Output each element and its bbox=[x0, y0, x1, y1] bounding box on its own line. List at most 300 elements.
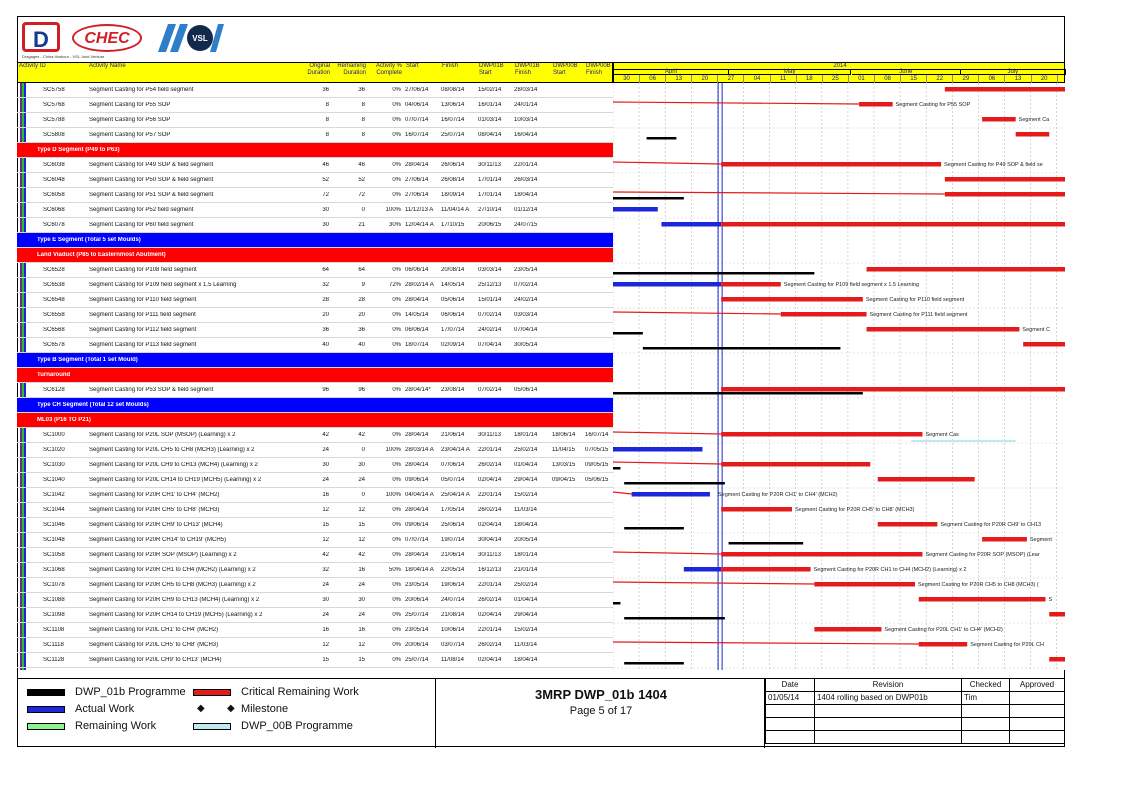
col-original-duration[interactable]: Original Duration bbox=[307, 63, 330, 76]
finish-cell: 13/06/14 bbox=[441, 102, 465, 108]
table-header bbox=[17, 62, 613, 83]
dwp01b-start-cell: 26/02/14 bbox=[478, 462, 502, 468]
table-row[interactable] bbox=[17, 443, 613, 458]
activity-name-cell: Segment Casting for P49 SOP & field segment bbox=[89, 162, 214, 168]
table-row[interactable] bbox=[17, 338, 613, 353]
activity-id-cell: SC6068 bbox=[43, 207, 65, 213]
legend-block bbox=[17, 678, 1065, 747]
legend-label: DWP_01b Programme bbox=[75, 686, 186, 698]
activity-name-cell: Segment Casting for P113 field segment bbox=[89, 342, 197, 348]
dwp00b-bar bbox=[911, 440, 1015, 442]
percent-complete-cell: 0% bbox=[392, 552, 401, 558]
finish-cell: 19/07/14 bbox=[441, 537, 465, 543]
dwp00b-start-cell: 09/04/15 bbox=[552, 477, 576, 483]
dwp01b-finish-cell: 29/04/14 bbox=[514, 612, 538, 618]
percent-complete-cell: 0% bbox=[392, 477, 401, 483]
original-duration-cell: 8 bbox=[325, 132, 329, 138]
finish-cell: 05/06/14 bbox=[441, 297, 465, 303]
baseline-bar bbox=[729, 542, 804, 545]
dwp01b-start-cell: 16/01/14 bbox=[478, 102, 502, 108]
percent-complete-cell: 0% bbox=[392, 132, 401, 138]
critical-work-bar bbox=[721, 162, 941, 167]
actual-work-bar bbox=[613, 447, 702, 452]
table-row[interactable] bbox=[17, 428, 613, 443]
group-band-label: Type D Segment (P49 to P63) bbox=[37, 147, 120, 153]
dwp00b-finish-cell: 05/06/15 bbox=[585, 477, 609, 483]
critical-work-bar bbox=[1049, 612, 1065, 617]
table-row[interactable] bbox=[17, 83, 613, 98]
dwp01b-finish-cell: 11/03/14 bbox=[514, 507, 537, 513]
finish-cell: 14/05/14 bbox=[441, 282, 465, 288]
table-row[interactable] bbox=[17, 653, 613, 668]
activity-id-cell: SC6528 bbox=[43, 267, 65, 273]
slip-link bbox=[613, 162, 721, 164]
critical-work-bar bbox=[814, 627, 881, 632]
legend-swatch bbox=[193, 689, 231, 696]
start-cell: 09/06/14 bbox=[405, 477, 429, 483]
original-duration-cell: 24 bbox=[322, 612, 329, 618]
table-row[interactable] bbox=[17, 548, 613, 563]
start-cell: 07/07/14 bbox=[405, 537, 429, 543]
dwp01b-start-cell: 22/01/14 bbox=[478, 492, 502, 498]
critical-work-bar bbox=[945, 177, 1065, 182]
activity-id-cell: SC1040 bbox=[43, 477, 65, 483]
start-cell: 23/05/14 bbox=[405, 582, 429, 588]
percent-complete-cell: 100% bbox=[385, 492, 401, 498]
col-activity-name[interactable]: Activity Name bbox=[89, 63, 126, 69]
table-row[interactable] bbox=[17, 308, 613, 323]
timescale-week: 20 bbox=[692, 75, 718, 83]
table-row[interactable] bbox=[17, 293, 613, 308]
remaining-duration-cell: 30 bbox=[358, 597, 365, 603]
start-cell: 28/04/14 bbox=[405, 297, 429, 303]
original-duration-cell: 16 bbox=[322, 492, 329, 498]
finish-cell: 06/06/14 bbox=[441, 312, 465, 318]
bar-label: Segment Casting for P20R CH5 to CH8 (MCH3) ( bbox=[918, 582, 1039, 588]
col-percent-complete[interactable]: Activity % Complete bbox=[375, 63, 402, 76]
revision-cell bbox=[765, 731, 815, 744]
table-row[interactable] bbox=[17, 638, 613, 653]
dwp01b-finish-cell: 16/04/14 bbox=[514, 132, 538, 138]
start-cell: 28/04/14* bbox=[405, 387, 431, 393]
original-duration-cell: 42 bbox=[322, 552, 329, 558]
percent-complete-cell: 0% bbox=[392, 327, 401, 333]
activity-name-cell: Segment Casting for P55 SOP bbox=[89, 102, 171, 108]
finish-cell: 26/06/14 bbox=[441, 162, 465, 168]
revision-cell bbox=[1010, 692, 1065, 705]
dwp01b-finish-cell: 28/03/14 bbox=[514, 87, 538, 93]
col-finish[interactable]: Finish bbox=[442, 63, 459, 69]
dwp01b-finish-cell: 29/04/14 bbox=[514, 477, 538, 483]
table-row[interactable] bbox=[17, 533, 613, 548]
remaining-duration-cell: 16 bbox=[358, 567, 365, 573]
original-duration-cell: 28 bbox=[322, 297, 329, 303]
col-dwp01b-finish[interactable]: DWP01B Finish bbox=[515, 63, 540, 76]
percent-complete-cell: 0% bbox=[392, 102, 401, 108]
col-start[interactable]: Start bbox=[406, 63, 419, 69]
finish-cell: 23/08/14 bbox=[441, 387, 465, 393]
finish-cell: 23/04/14 A bbox=[441, 447, 470, 453]
remaining-duration-cell: 12 bbox=[358, 642, 365, 648]
critical-work-bar bbox=[721, 462, 870, 467]
table-row[interactable] bbox=[17, 608, 613, 623]
activity-id-cell: SC6578 bbox=[43, 342, 65, 348]
activity-name-cell: Segment Casting for P20L CH5 to CH8 (MCH3) (Learning) x 2 bbox=[89, 447, 255, 453]
dwp01b-start-cell: 26/02/14 bbox=[478, 597, 502, 603]
dwp01b-start-cell: 02/04/14 bbox=[478, 612, 502, 618]
critical-work-bar bbox=[982, 117, 1016, 122]
baseline-bar bbox=[647, 137, 677, 140]
activity-id-cell: SC6038 bbox=[43, 162, 65, 168]
dwp01b-finish-cell: 25/02/14 bbox=[514, 582, 538, 588]
revision-cell bbox=[815, 705, 962, 718]
table-row[interactable] bbox=[17, 503, 613, 518]
group-band-row[interactable] bbox=[17, 248, 613, 263]
activity-id-cell: SC6078 bbox=[43, 222, 65, 228]
original-duration-cell: 42 bbox=[322, 432, 329, 438]
activity-id-cell: SC1088 bbox=[43, 597, 65, 603]
critical-work-bar bbox=[1023, 342, 1065, 347]
vsl-logo bbox=[154, 22, 224, 54]
gantt-canvas bbox=[613, 83, 1065, 670]
col-activity-id[interactable]: Activity ID bbox=[19, 63, 46, 69]
table-row[interactable] bbox=[17, 128, 613, 143]
legend-label: Milestone bbox=[241, 703, 289, 715]
group-band-label: Turnaround bbox=[37, 372, 71, 378]
start-cell: 04/04/14 A bbox=[405, 492, 434, 498]
table-row[interactable] bbox=[17, 623, 613, 638]
group-band-row[interactable] bbox=[17, 413, 613, 428]
activity-id-cell: SC1042 bbox=[43, 492, 65, 498]
dwp00b-finish-cell: 16/07/14 bbox=[585, 432, 609, 438]
remaining-duration-cell: 0 bbox=[361, 207, 365, 213]
finish-cell: 02/09/14 bbox=[441, 342, 465, 348]
dwp01b-start-cell: 07/02/14 bbox=[478, 387, 502, 393]
legend-label: Critical Remaining Work bbox=[241, 686, 359, 698]
legend-swatch bbox=[27, 706, 65, 713]
activity-id-cell: SC6048 bbox=[43, 177, 65, 183]
activity-id-cell: SC5758 bbox=[43, 87, 65, 93]
activity-name-cell: Segment Casting for P112 field segment bbox=[89, 327, 197, 333]
original-duration-cell: 96 bbox=[322, 387, 329, 393]
revision-header: Approved bbox=[1010, 679, 1065, 692]
group-band-label: Type E Segment (Total 5 set Moulds) bbox=[37, 237, 141, 243]
activity-id-cell: SC5768 bbox=[43, 102, 65, 108]
remaining-duration-cell: 52 bbox=[358, 177, 365, 183]
dwp01b-finish-cell: 20/05/14 bbox=[514, 537, 538, 543]
activity-name-cell: Segment Casting for P54 field segment bbox=[89, 87, 194, 93]
start-cell: 23/05/14 bbox=[405, 627, 429, 633]
baseline-bar bbox=[613, 467, 620, 470]
baseline-bar bbox=[624, 662, 684, 665]
activity-name-cell: Segment Casting for P109 field segment x 1.5 Learning bbox=[89, 282, 237, 288]
finish-cell: 21/06/14 bbox=[441, 552, 465, 558]
slip-link bbox=[613, 582, 814, 584]
dwp01b-start-cell: 07/04/14 bbox=[478, 342, 502, 348]
remaining-duration-cell: 15 bbox=[358, 657, 365, 663]
remaining-duration-cell: 8 bbox=[361, 102, 365, 108]
critical-work-bar bbox=[721, 282, 781, 287]
original-duration-cell: 12 bbox=[322, 642, 329, 648]
timescale-week: 29 bbox=[953, 75, 979, 83]
dwp01b-start-cell: 30/11/13 bbox=[478, 432, 501, 438]
finish-cell: 11/04/14 A bbox=[441, 207, 470, 213]
group-band-row[interactable] bbox=[17, 368, 613, 383]
dwp01b-finish-cell: 18/04/14 bbox=[514, 522, 538, 528]
revision-table bbox=[765, 679, 1065, 748]
timescale-year: 2014 bbox=[614, 63, 1066, 70]
activity-id-cell: SC6058 bbox=[43, 192, 65, 198]
baseline-bar bbox=[613, 332, 643, 335]
baseline-bar bbox=[613, 602, 620, 605]
critical-work-bar bbox=[867, 327, 1020, 332]
start-cell: 27/06/14 bbox=[405, 177, 429, 183]
percent-complete-cell: 50% bbox=[388, 567, 401, 573]
start-cell: 09/06/14 bbox=[405, 522, 429, 528]
percent-complete-cell: 0% bbox=[392, 342, 401, 348]
table-row[interactable] bbox=[17, 158, 613, 173]
finish-cell: 17/07/14 bbox=[441, 327, 465, 333]
revision-cell bbox=[1010, 705, 1065, 718]
svg-text:VSL: VSL bbox=[192, 34, 208, 43]
group-band-row[interactable] bbox=[17, 233, 613, 248]
finish-cell: 17/10/15 bbox=[441, 222, 465, 228]
critical-work-bar bbox=[721, 567, 810, 572]
activity-id-cell: SC1030 bbox=[43, 462, 65, 468]
bar-label: Segment Casting for P20R CH1' to CH4' (MCH2) bbox=[718, 492, 838, 498]
activity-name-cell: Segment Casting for P20L CH9' to CH13' (MCH4) bbox=[89, 657, 222, 663]
milestone-legend-icon: ◆ bbox=[197, 703, 205, 714]
col-dwp01b-start[interactable]: DWP01B Start bbox=[479, 63, 504, 76]
table-row[interactable] bbox=[17, 173, 613, 188]
start-cell: 06/06/14 bbox=[405, 327, 429, 333]
activity-name-cell: Segment Casting for P20L CH1' to CH4' (MCH2) bbox=[89, 627, 219, 633]
table-row[interactable] bbox=[17, 563, 613, 578]
table-row[interactable] bbox=[17, 458, 613, 473]
dwp00b-start-cell: 13/03/15 bbox=[552, 462, 576, 468]
dwp01b-start-cell: 30/04/14 bbox=[478, 537, 502, 543]
timescale-week: 25 bbox=[823, 75, 849, 83]
activity-name-cell: Segment Casting for P20L CH14 to CH19 (MCH5) (Learning) x 2 bbox=[89, 477, 262, 483]
activity-name-cell: Segment Casting for P60 field segment bbox=[89, 222, 194, 228]
timescale-week: 01 bbox=[849, 75, 875, 83]
legend-swatch bbox=[27, 723, 65, 730]
bar-label: S bbox=[1048, 597, 1053, 603]
percent-complete-cell: 0% bbox=[392, 117, 401, 123]
activity-name-cell: Segment Casting for P20L CH9 to CH13 (MCH4) (Learning) x 2 bbox=[89, 462, 258, 468]
baseline-bar bbox=[613, 272, 814, 275]
original-duration-cell: 30 bbox=[322, 222, 329, 228]
start-cell: 06/06/14 bbox=[405, 267, 429, 273]
table-row[interactable] bbox=[17, 323, 613, 338]
group-band-label: Type CH Segment (Total 12 set Moulds) bbox=[37, 402, 149, 408]
start-cell: 16/07/14 bbox=[405, 132, 429, 138]
activity-name-cell: Segment Casting for P20R SOP (MSOP) (Learning) x 2 bbox=[89, 552, 237, 558]
baseline-bar bbox=[613, 197, 684, 200]
critical-work-bar bbox=[721, 387, 1065, 392]
activity-id-cell: SC1058 bbox=[43, 552, 65, 558]
bar-label: Segment Casting for P20R CH1 to CH4 (MCH2) (Learning) x 2 bbox=[813, 567, 967, 573]
dwp01b-start-cell: 30/11/13 bbox=[478, 552, 501, 558]
timescale-month: June bbox=[852, 69, 962, 75]
group-band-row[interactable] bbox=[17, 143, 613, 158]
dwp01b-finish-cell: 21/01/14 bbox=[514, 567, 538, 573]
activity-id-cell: SC1128 bbox=[43, 657, 65, 663]
remaining-duration-cell: 64 bbox=[358, 267, 365, 273]
revision-header: Revision bbox=[815, 679, 962, 692]
percent-complete-cell: 0% bbox=[392, 462, 401, 468]
percent-complete-cell: 0% bbox=[392, 642, 401, 648]
logo-caption: Dragages - China Harbour - VSL Joint Venture bbox=[22, 54, 105, 59]
revision-cell: Tim bbox=[962, 692, 1010, 705]
dwp01b-finish-cell: 18/04/14 bbox=[514, 192, 538, 198]
bar-label: Segment bbox=[1029, 537, 1052, 543]
activity-id-cell: SC6128 bbox=[43, 387, 65, 393]
original-duration-cell: 40 bbox=[322, 342, 329, 348]
remaining-duration-cell: 36 bbox=[358, 87, 365, 93]
table-row[interactable] bbox=[17, 278, 613, 293]
remaining-duration-cell: 8 bbox=[361, 117, 365, 123]
table-row[interactable] bbox=[17, 218, 613, 233]
remaining-duration-cell: 20 bbox=[358, 312, 365, 318]
percent-complete-cell: 72% bbox=[388, 282, 401, 288]
dwp01b-finish-cell: 18/04/14 bbox=[514, 657, 538, 663]
revision-cell bbox=[765, 705, 815, 718]
start-cell: 28/04/14 bbox=[405, 432, 429, 438]
revision-cell bbox=[1010, 718, 1065, 731]
start-cell: 25/07/14 bbox=[405, 612, 429, 618]
activity-id-cell: SC1048 bbox=[43, 537, 65, 543]
activity-name-cell: Segment Casting for P57 SOP bbox=[89, 132, 171, 138]
percent-complete-cell: 0% bbox=[392, 267, 401, 273]
table-row[interactable] bbox=[17, 578, 613, 593]
activity-name-cell: Segment Casting for P20R CH9' to CH13' (MCH4) bbox=[89, 522, 223, 528]
bar-label: Segment Ca bbox=[1018, 117, 1050, 123]
table-row[interactable] bbox=[17, 188, 613, 203]
timescale-week: 13 bbox=[1006, 75, 1032, 83]
legend-swatch bbox=[27, 689, 65, 696]
start-cell: 28/03/14 A bbox=[405, 447, 434, 453]
timescale-week: 20 bbox=[1032, 75, 1058, 83]
start-cell: 18/07/14 bbox=[405, 342, 429, 348]
table-row[interactable] bbox=[17, 113, 613, 128]
table-row[interactable] bbox=[17, 473, 613, 488]
activity-id-cell: SC1098 bbox=[43, 612, 65, 618]
legend-label: Actual Work bbox=[75, 703, 135, 715]
revision-cell bbox=[962, 718, 1010, 731]
bar-label: Segment Casting for P20L CH1' to CH4' (MCH2) bbox=[884, 627, 1003, 633]
dwp01b-finish-cell: 01/04/14 bbox=[514, 462, 538, 468]
actual-work-bar bbox=[632, 492, 710, 497]
dwp00b-start-cell: 11/04/15 bbox=[552, 447, 575, 453]
slip-link bbox=[613, 462, 721, 464]
original-duration-cell: 30 bbox=[322, 597, 329, 603]
dwp01b-start-cell: 16/12/13 bbox=[478, 567, 502, 573]
document-title: 3MRP DWP_01b 1404 bbox=[535, 687, 667, 702]
activity-name-cell: Segment Casting for P56 SOP bbox=[89, 117, 171, 123]
start-cell: 14/05/14 bbox=[405, 312, 429, 318]
revision-cell bbox=[962, 705, 1010, 718]
revision-cell: 01/05/14 bbox=[765, 692, 815, 705]
percent-complete-cell: 0% bbox=[392, 162, 401, 168]
col-dwp00b-start[interactable]: DWP00B Start bbox=[553, 63, 578, 76]
table-row[interactable] bbox=[17, 203, 613, 218]
remaining-duration-cell: 72 bbox=[358, 192, 365, 198]
timescale-month: April bbox=[614, 69, 729, 75]
activity-id-cell: SC5788 bbox=[43, 117, 65, 123]
group-band-label: Type B Segment (Total 1 set Mould) bbox=[37, 357, 138, 363]
finish-cell: 25/07/14 bbox=[441, 132, 465, 138]
finish-cell: 18/09/14 bbox=[441, 192, 465, 198]
bar-label: Segment Casting for P110 field segment bbox=[865, 297, 965, 303]
percent-complete-cell: 0% bbox=[392, 657, 401, 663]
activity-name-cell: Segment Casting for P111 field segment bbox=[89, 312, 196, 318]
table-row[interactable] bbox=[17, 383, 613, 398]
slip-link bbox=[613, 492, 632, 494]
dwp01b-finish-cell: 10/03/14 bbox=[514, 117, 538, 123]
actual-work-bar bbox=[684, 567, 721, 572]
timescale-week: 22 bbox=[927, 75, 953, 83]
bar-label: Segment Casting for P55 SOP bbox=[895, 102, 971, 108]
original-duration-cell: 32 bbox=[322, 282, 329, 288]
percent-complete-cell: 0% bbox=[392, 297, 401, 303]
original-duration-cell: 30 bbox=[322, 462, 329, 468]
remaining-duration-cell: 28 bbox=[358, 297, 365, 303]
col-remaining-duration[interactable]: Remaining Duration bbox=[337, 63, 366, 76]
dwp01b-start-cell: 27/10/14 bbox=[478, 207, 502, 213]
remaining-duration-cell: 0 bbox=[361, 447, 365, 453]
table-row[interactable] bbox=[17, 488, 613, 503]
col-dwp00b-finish[interactable]: DWP00B Finish bbox=[586, 63, 611, 76]
dwp00b-finish-cell: 07/05/15 bbox=[585, 447, 609, 453]
start-cell: 04/06/14 bbox=[405, 102, 429, 108]
original-duration-cell: 20 bbox=[322, 312, 329, 318]
group-band-row[interactable] bbox=[17, 398, 613, 413]
dwp01b-start-cell: 17/01/14 bbox=[478, 177, 502, 183]
dwp01b-start-cell: 22/01/14 bbox=[478, 582, 502, 588]
activity-name-cell: Segment Casting for P52 field segment bbox=[89, 207, 194, 213]
start-cell: 28/04/14 bbox=[405, 507, 429, 513]
finish-cell: 22/05/14 bbox=[441, 567, 465, 573]
table-row[interactable] bbox=[17, 263, 613, 278]
remaining-duration-cell: 46 bbox=[358, 162, 365, 168]
table-row[interactable] bbox=[17, 98, 613, 113]
dragages-logo: D bbox=[22, 22, 60, 52]
remaining-duration-cell: 36 bbox=[358, 327, 365, 333]
group-band-row[interactable] bbox=[17, 353, 613, 368]
slip-link bbox=[613, 642, 919, 644]
dwp01b-finish-cell: 18/01/14 bbox=[514, 552, 538, 558]
activity-id-cell: SC1118 bbox=[43, 642, 64, 648]
revision-cell bbox=[962, 731, 1010, 744]
dwp01b-start-cell: 07/02/14 bbox=[478, 312, 502, 318]
dwp01b-start-cell: 26/02/14 bbox=[478, 507, 502, 513]
critical-work-bar bbox=[878, 522, 938, 527]
baseline-bar bbox=[643, 347, 841, 350]
original-duration-cell: 30 bbox=[322, 207, 329, 213]
percent-complete-cell: 0% bbox=[392, 582, 401, 588]
dwp01b-start-cell: 01/03/14 bbox=[478, 117, 502, 123]
critical-work-bar bbox=[878, 477, 975, 482]
dwp01b-start-cell: 08/04/14 bbox=[478, 132, 502, 138]
timescale-week: 06 bbox=[640, 75, 666, 83]
activity-name-cell: Segment Casting for P53 SOP & field segment bbox=[89, 387, 214, 393]
activity-id-cell: SC1078 bbox=[43, 582, 65, 588]
activity-id-cell: SC1000 bbox=[43, 432, 65, 438]
table-row[interactable] bbox=[17, 518, 613, 533]
table-row[interactable] bbox=[17, 593, 613, 608]
critical-work-bar bbox=[721, 297, 863, 302]
